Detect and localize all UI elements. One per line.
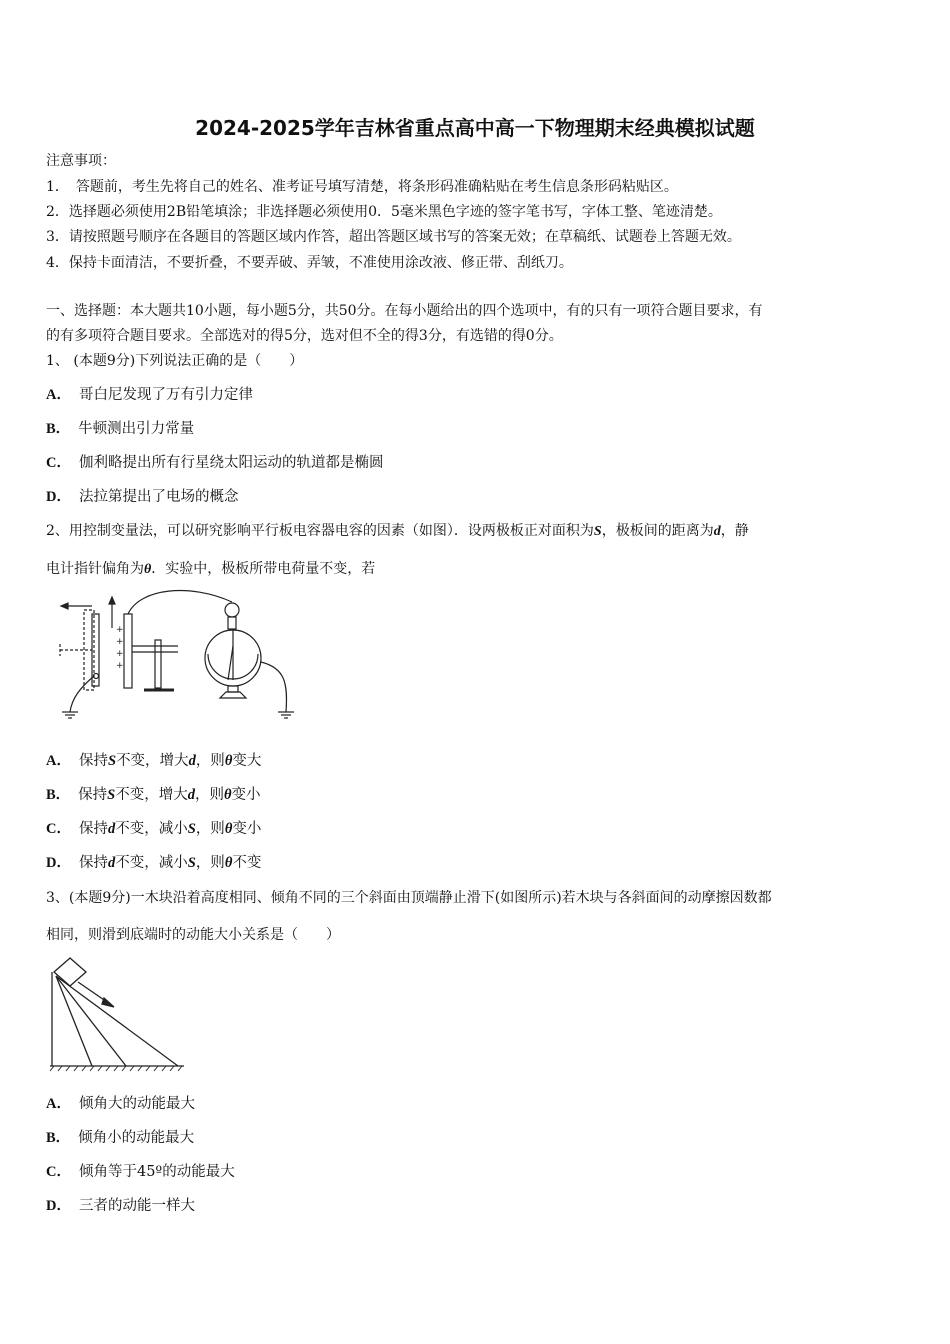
- section-instructions-line-2: 的有多项符合题目要求。全部选对的得5分，选对但不全的得3分，有选错的得0分。: [46, 328, 563, 344]
- question-2-option-d: D． 保持d不变，减小S，则θ不变: [46, 855, 262, 871]
- option-label: A．: [46, 1096, 71, 1112]
- question-1-option-a: [46, 386, 253, 404]
- question-3-option-c: [46, 1163, 235, 1181]
- option-label: A．: [46, 753, 71, 769]
- notice-item-1: 1． 答题前，考生先将自己的姓名、准考证号填写清楚，将条形码准确粘贴在考生信息条形码粘贴区。: [46, 179, 678, 195]
- option-text: 倾角等于45º的动能最大: [78, 1164, 235, 1180]
- notice-item-3: 3．请按照题号顺序在各题目的答题区域内作答，超出答题区域书写的答案无效；在草稿纸、试题卷上答题无效。: [46, 229, 741, 245]
- notice-heading: 注意事项：: [46, 153, 116, 169]
- question-2-option-c: C． 保持d不变，减小S，则θ变小: [46, 821, 262, 837]
- svg-text:+: +: [116, 661, 124, 671]
- option-label: D．: [46, 855, 71, 871]
- section-instructions-line-1: 一、选择题：本大题共10小题，每小题5分，共50分。在每小题给出的四个选项中，有的只有一项符合题目要求，有: [46, 303, 763, 319]
- option-label: D．: [46, 489, 71, 505]
- option-text: 哥白尼发现了万有引力定律: [78, 387, 253, 403]
- option-label: B．: [46, 787, 71, 803]
- option-label: B．: [46, 1130, 71, 1146]
- option-text: 伽利略提出所有行星绕太阳运动的轨道都是椭圆: [78, 455, 384, 471]
- inclined-planes-figure: [44, 954, 194, 1074]
- question-3-option-a: [46, 1095, 195, 1113]
- svg-text:+: +: [116, 637, 124, 647]
- question-3-stem-line-2: 相同，则滑到底端时的动能大小关系是（ ）: [46, 927, 340, 943]
- question-3-option-d: [46, 1197, 195, 1215]
- page-title: 2024-2025学年吉林省重点高中高一下物理期末经典模拟试题: [195, 116, 755, 140]
- svg-text:+: +: [116, 649, 124, 659]
- question-1-option-c: [46, 454, 383, 472]
- question-1-option-b: [46, 420, 194, 438]
- option-label: C．: [46, 821, 71, 837]
- svg-text:+: +: [116, 625, 124, 635]
- question-2-option-b: B． 保持S不变，增大d，则θ变小: [46, 787, 261, 803]
- option-label: C．: [46, 455, 71, 471]
- question-1-option-d: [46, 488, 238, 506]
- capacitor-electroscope-figure: [50, 588, 300, 728]
- question-2-stem-line-1: 2、用控制变量法，可以研究影响平行板电容器电容的因素（如图）．设两极板正对面积为S，极板间的距离为d，静: [46, 523, 749, 539]
- option-text: 倾角小的动能最大: [78, 1130, 195, 1146]
- option-label: A．: [46, 387, 71, 403]
- question-3-option-b: [46, 1129, 194, 1147]
- question-2-stem-line-2: 电计指针偏角为θ．实验中，极板所带电荷量不变，若: [46, 561, 376, 577]
- option-text: 三者的动能一样大: [78, 1198, 195, 1214]
- option-label: D．: [46, 1198, 71, 1214]
- option-label: C．: [46, 1164, 71, 1180]
- notice-item-2: 2．选择题必须使用2B铅笔填涂；非选择题必须使用0．5毫米黑色字迹的签字笔书写，字体工整、笔迹清楚。: [46, 204, 722, 220]
- question-2-option-a: A． 保持S不变，增大d，则θ变大: [46, 753, 262, 769]
- option-text: 法拉第提出了电场的概念: [78, 489, 239, 505]
- question-1-stem: 1、 (本题9分)下列说法正确的是（ ）: [46, 353, 304, 369]
- notice-item-4: 4．保持卡面清洁，不要折叠，不要弄破、弄皱，不准使用涂改液、修正带、刮纸刀。: [46, 255, 573, 271]
- question-3-stem-line-1: 3、(本题9分)一木块沿着高度相同、倾角不同的三个斜面由顶端静止滑下(如图所示)若木块与各斜面间的动摩擦因数都: [46, 890, 772, 906]
- option-text: 倾角大的动能最大: [78, 1096, 195, 1112]
- option-text: 牛顿测出引力常量: [78, 421, 195, 437]
- option-label: B．: [46, 421, 71, 437]
